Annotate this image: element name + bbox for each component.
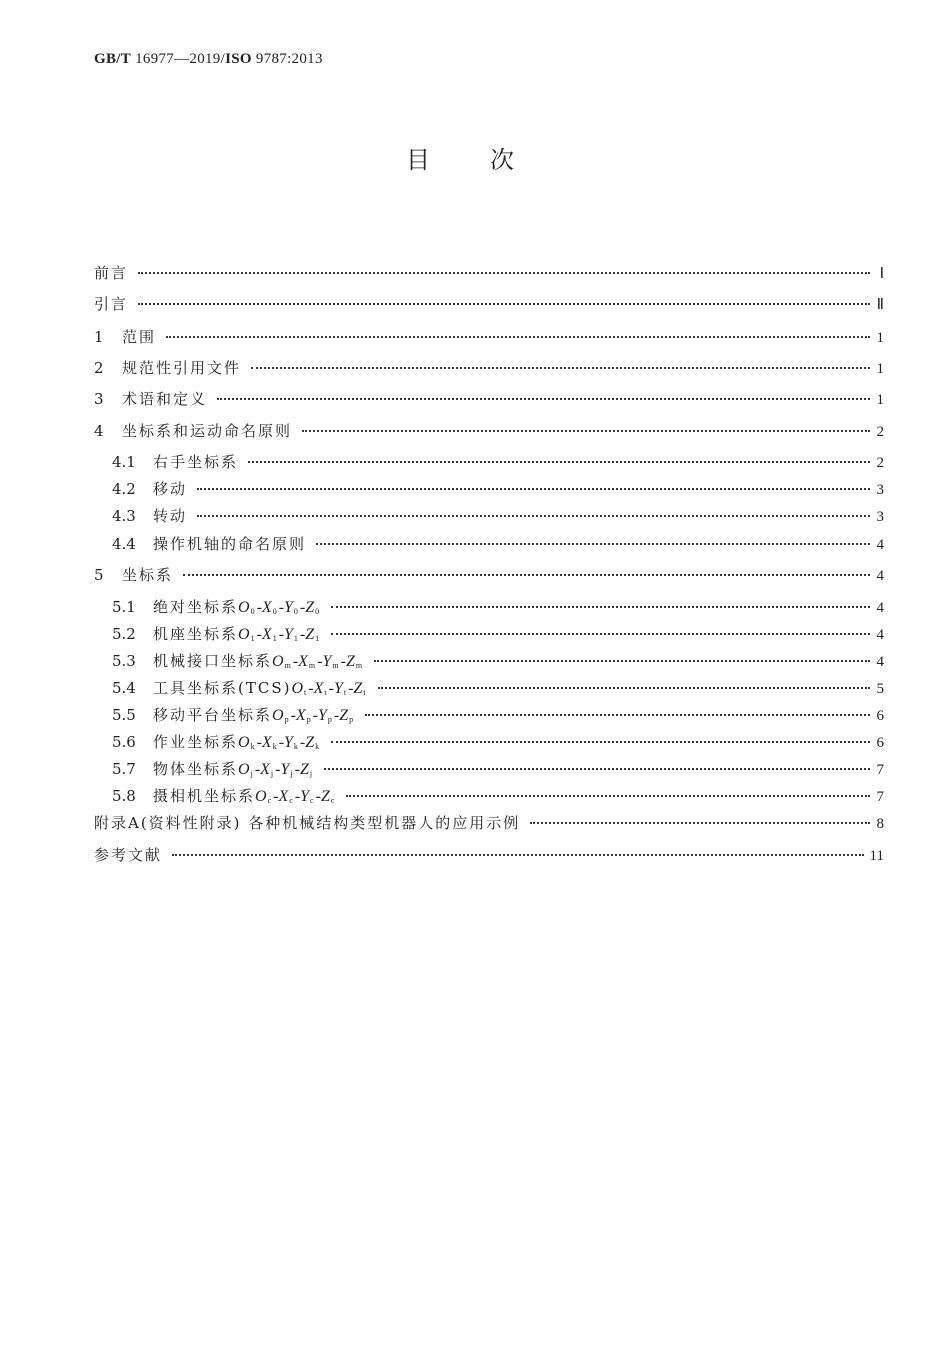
toc-label: 移动平台坐标系	[153, 706, 273, 724]
dot-leader	[324, 768, 870, 770]
toc-label: 术语和定义	[122, 390, 208, 408]
toc-entry[interactable]	[112, 704, 884, 724]
toc-number: 5.8	[112, 787, 136, 805]
coordinate-system-notation: $O_c$ $-X_c$ $-Y_c$ $-Z_c$	[255, 788, 335, 805]
toc-page-number: 4	[876, 537, 884, 553]
toc-label: 移动	[153, 480, 188, 498]
toc-entry[interactable]	[94, 262, 884, 282]
toc-page-number: 3	[876, 509, 884, 525]
toc-number: 4.3	[112, 507, 136, 525]
toc-label: 右手坐标系	[153, 453, 239, 471]
dot-leader	[316, 543, 870, 545]
toc-page-number: 2	[876, 455, 884, 471]
toc-entry[interactable]	[94, 357, 884, 377]
toc-number: 5.1	[112, 598, 136, 616]
toc-number: 3	[94, 390, 104, 408]
toc-label: 前言	[94, 264, 129, 282]
coordinate-system-notation: $O_k$ $-X_k$ $-Y_k$ $-Z_k$	[238, 734, 320, 751]
toc-entry[interactable]	[94, 812, 884, 832]
toc-label: 附录A(资料性附录) 各种机械结构类型机器人的应用示例	[94, 814, 521, 832]
toc-label: 绝对坐标系	[153, 598, 239, 616]
toc-label: 坐标系	[122, 566, 174, 584]
toc-number: 4.4	[112, 535, 136, 553]
toc-label: 参考文献	[94, 846, 163, 864]
toc-label: 规范性引用文件	[122, 359, 242, 377]
toc-label: 摄相机坐标系	[153, 787, 256, 805]
toc-page-number: 6	[876, 708, 884, 724]
toc-entry[interactable]	[112, 533, 884, 553]
toc-label: 操作机轴的命名原则	[153, 535, 307, 553]
dot-leader	[138, 272, 870, 274]
toc-entry[interactable]	[112, 451, 884, 471]
toc-page-number: 4	[876, 600, 884, 616]
toc-page-number: 7	[876, 762, 884, 778]
toc-label: 引言	[94, 295, 129, 313]
toc-entry[interactable]	[112, 596, 884, 616]
toc-entry[interactable]	[94, 564, 884, 584]
toc-entry[interactable]	[112, 677, 884, 697]
dot-leader	[302, 430, 870, 432]
dot-leader	[331, 606, 870, 608]
toc-number: 5.2	[112, 625, 136, 643]
toc-number: 5.6	[112, 733, 136, 751]
toc-number: 5.3	[112, 652, 136, 670]
toc-entry[interactable]	[94, 844, 884, 864]
dot-leader	[346, 795, 870, 797]
toc-number: 5.4	[112, 679, 136, 697]
coordinate-system-notation: $O_j$ $-X_j$ $-Y_j$ $-Z_j$	[238, 761, 313, 778]
dot-leader	[378, 687, 870, 689]
toc-entry[interactable]	[112, 785, 884, 805]
dot-leader	[331, 741, 870, 743]
toc-label: 物体坐标系	[153, 760, 239, 778]
toc-entry[interactable]	[94, 420, 884, 440]
dot-leader	[248, 461, 870, 463]
toc-label: 坐标系和运动命名原则	[122, 422, 293, 440]
coordinate-system-notation: $O_t$ $-X_t$ $-Y_t$ $-Z_t$	[291, 680, 366, 697]
toc-page-number: 5	[876, 681, 884, 697]
dot-leader	[166, 336, 870, 338]
toc-number: 4.2	[112, 480, 136, 498]
toc-page-number: 4	[876, 627, 884, 643]
dot-leader	[331, 633, 870, 635]
toc-page-number: 8	[876, 816, 884, 832]
toc-number: 5.7	[112, 760, 136, 778]
toc-page-number: 7	[876, 789, 884, 805]
toc-label: 转动	[153, 507, 188, 525]
toc-page-number: 4	[876, 654, 884, 670]
toc-entry[interactable]	[112, 505, 884, 525]
toc-number: 2	[94, 359, 104, 377]
toc-page-number: 1	[876, 361, 884, 377]
toc-page-number: 1	[876, 330, 884, 346]
toc-entry[interactable]	[112, 731, 884, 751]
toc-page-number: Ⅱ	[876, 297, 884, 313]
dot-leader	[365, 714, 870, 716]
toc-entry[interactable]	[112, 758, 884, 778]
toc-page-number: 1	[876, 392, 884, 408]
toc-number: 4	[94, 422, 104, 440]
dot-leader	[197, 488, 870, 490]
toc-entry[interactable]	[112, 623, 884, 643]
dot-leader	[530, 822, 870, 824]
toc-page-number: 11	[869, 848, 884, 864]
dot-leader	[251, 367, 870, 369]
coordinate-system-notation: $O_0$ $-X_0$ $-Y_0$ $-Z_0$	[238, 599, 320, 616]
dot-leader	[172, 854, 864, 856]
coordinate-system-notation: $O_p$ $-X_p$ $-Y_p$ $-Z_p$	[272, 707, 354, 724]
toc-label: 工具坐标系(TCS)	[153, 679, 292, 697]
toc-label: 作业坐标系	[153, 733, 239, 751]
toc-label: 机座坐标系	[153, 625, 239, 643]
toc-entry[interactable]	[94, 326, 884, 346]
toc-number: 5.5	[112, 706, 136, 724]
toc-label: 机械接口坐标系	[153, 652, 273, 670]
toc-entry[interactable]	[94, 293, 884, 313]
document-header: GB/T 16977—2019/ISO 9787:2013	[94, 51, 323, 67]
dot-leader	[217, 398, 870, 400]
page-title: 目次	[406, 146, 574, 174]
toc-number: 1	[94, 328, 104, 346]
coordinate-system-notation: $O_1$ $-X_1$ $-Y_1$ $-Z_1$	[238, 626, 320, 643]
dot-leader	[138, 303, 870, 305]
toc-page-number: 6	[876, 735, 884, 751]
toc-number: 4.1	[112, 453, 136, 471]
coordinate-system-notation: $O_m$ $-X_m$ $-Y_m$ $-Z_m$	[272, 653, 363, 670]
toc-page-number: 4	[876, 568, 884, 584]
toc-number: 5	[94, 566, 104, 584]
toc-entry[interactable]	[94, 388, 884, 408]
dot-leader	[197, 515, 870, 517]
toc-page-number: Ⅰ	[879, 266, 884, 282]
toc-page-number: 2	[876, 424, 884, 440]
toc-entry[interactable]	[112, 478, 884, 498]
toc-entry[interactable]	[112, 650, 884, 670]
toc-page-number: 3	[876, 482, 884, 498]
dot-leader	[183, 574, 870, 576]
toc-label: 范围	[122, 328, 157, 346]
dot-leader	[374, 660, 870, 662]
